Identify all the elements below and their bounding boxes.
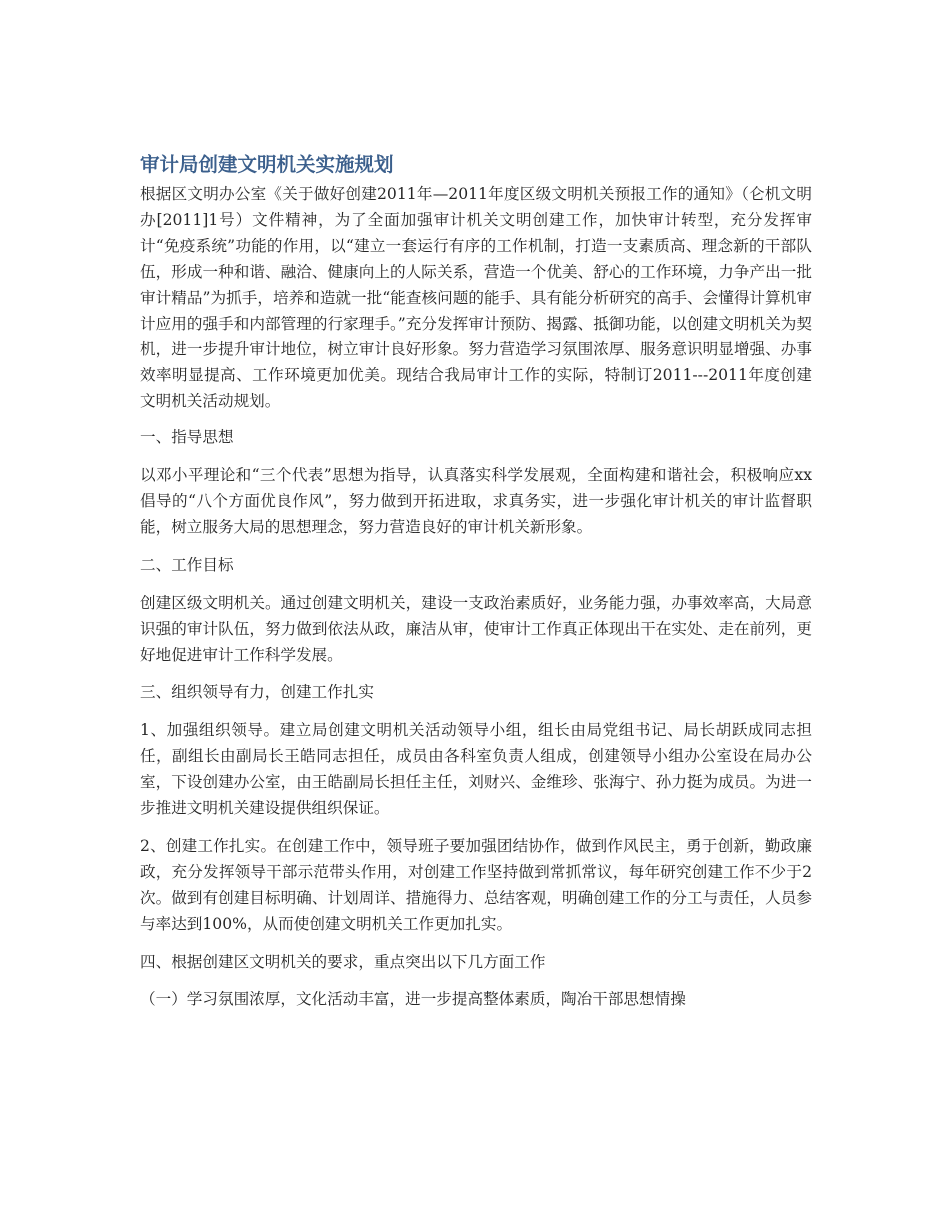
- section-heading-key-work: 四、根据创建区文明机关的要求，重点突出以下几方面工作: [140, 952, 546, 971]
- guiding-thought-paragraph: 以邓小平理论和“三个代表”思想为指导，认真落实科学发展观，全面构建和谐社会，积极响应xx倡导的“八个方面优良作风”，努力做到开拓进取，求真务实，进一步强化审计机关的审计监督职能，树立服务大局的思想理念，努力营造良好的审计机关新形象。: [140, 466, 812, 536]
- section-heading-work-goals: 二、工作目标: [140, 555, 234, 574]
- key-work-subheading-1: （一）学习氛围浓厚，文化活动丰富，进一步提高整体素质，陶冶干部思想情操: [140, 990, 686, 1009]
- intro-paragraph: 根据区文明办公室《关于做好创建2011年—2011年度区级文明机关预报工作的通知》（仑机文明办[2011]1号）文件精神，为了全面加强审计机关文明创建工作，加快审计转型，充分发挥审计“免疫系统”功能的作用，以“建立一套运行有序的工作机制，打造一支素质高、理念新的干部队伍，形成一种和谐、融洽、健康向上的人际关系，营造一个优美、舒心的工作环境，力争产出一批审计精品”为抓手，培养和造就一批“能查核问题的能手、具有能分析研究的高手、会懂得计算机审计应用的强手和内部管理的行家理手。”充分发挥审计预防、揭露、抵御功能，以创建文明机关为契机，进一步提升审计地位，树立审计良好形象。努力营造学习氛围浓厚、服务意识明显增强、办事效率明显提高、工作环境更加优美。现结合我局审计工作的实际，特制订2011---2011年度创建文明机关活动规划。: [140, 185, 812, 411]
- work-goals-paragraph: 创建区级文明机关。通过创建文明机关，建设一支政治素质好，业务能力强，办事效率高，大局意识强的审计队伍，努力做到依法从政，廉洁从审，使审计工作真正体现出干在实处、走在前列，更好地促进审计工作科学发展。: [140, 593, 812, 664]
- section-heading-guiding-thought: 一、指导思想: [140, 428, 234, 447]
- document-body: [140, 150, 812, 1025]
- document-title: 审计局创建文明机关实施规划: [140, 153, 394, 176]
- section-heading-organization: 三、组织领导有力，创建工作扎实: [140, 683, 374, 702]
- organization-item-2: 2、创建工作扎实。在创建工作中，领导班子要加强团结协作，做到作风民主，勇于创新，勤政廉政，充分发挥领导干部示范带头作用，对创建工作坚持做到常抓常议，每年研究创建工作不少于2次。做到有创建目标明确、计划周详、措施得力、总结客观，明确创建工作的分工与责任，人员参与率达到100%，从而使创建文明机关工作更加扎实。: [140, 836, 812, 933]
- organization-item-1: 1、加强组织领导。建立局创建文明机关活动领导小组，组长由局党组书记、局长胡跃成同志担任，副组长由副局长王皓同志担任，成员由各科室负责人组成，创建领导小组办公室设在局办公室，下设创建办公室，由王皓副局长担任主任，刘财兴、金维珍、张海宁、孙力挺为成员。为进一步推进文明机关建设提供组织保证。: [140, 721, 812, 818]
